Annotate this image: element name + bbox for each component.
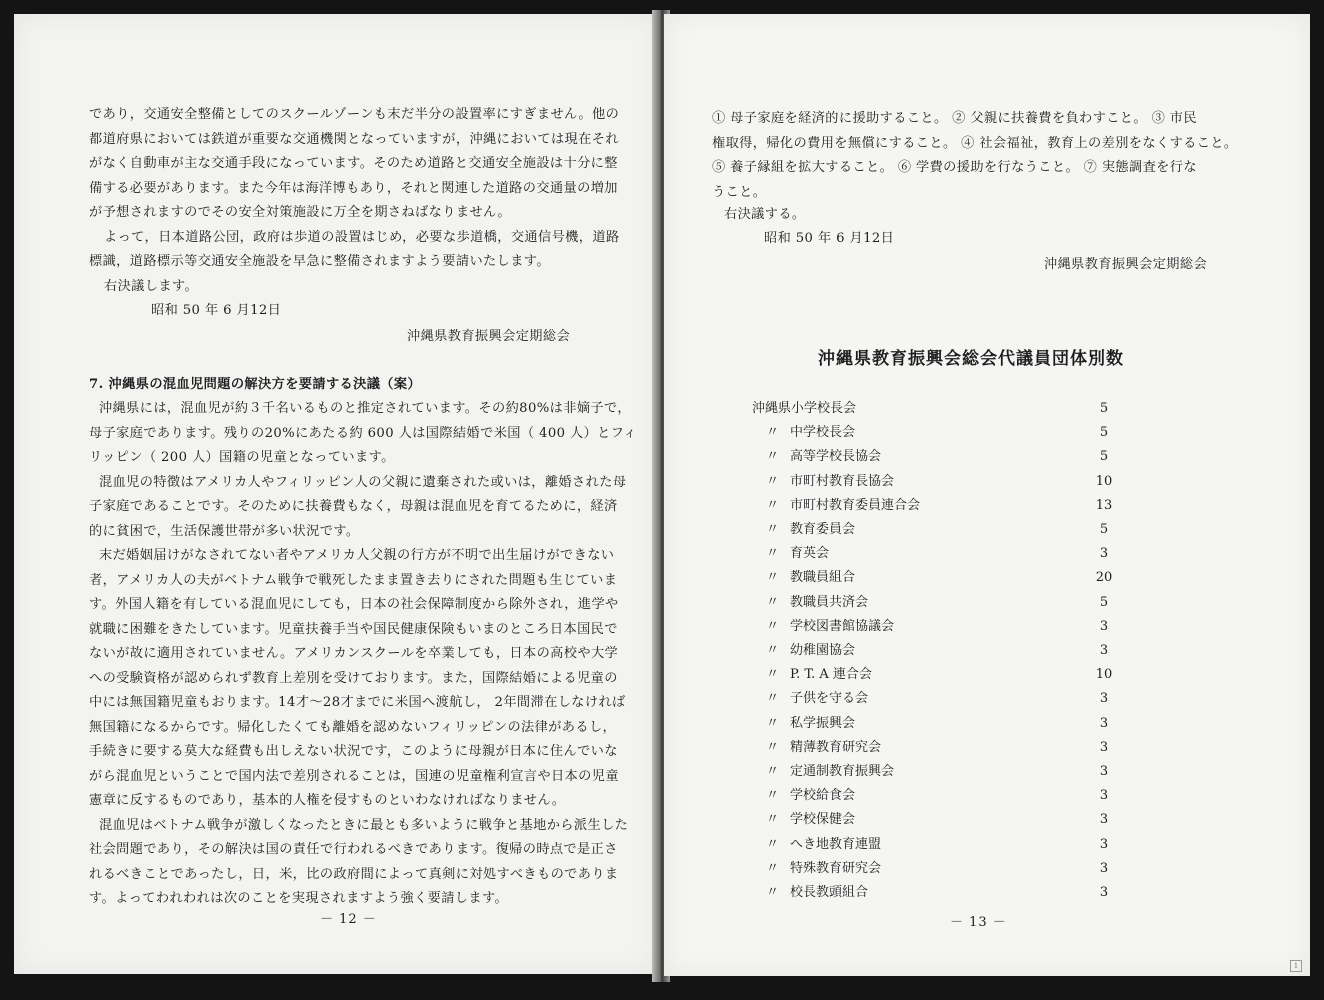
org-name: 私学振興会 [790, 715, 856, 731]
intro-line: 都道府県においては鉄道が重要な交通機関となっていますが，沖縄においては現在それ [89, 131, 619, 147]
left-page-number: － 12 － [320, 912, 377, 927]
table-row [664, 884, 1310, 908]
table-title: 沖縄県教育振興会総会代議員団体別数 [818, 349, 1124, 369]
org-name: 市町村教育委員連合会 [790, 497, 921, 513]
table-row [664, 497, 1310, 521]
table-row [664, 400, 1310, 424]
delegate-count: 5 [1099, 522, 1109, 537]
ditto-mark: 〃 [766, 812, 780, 828]
ditto-mark: 〃 [766, 715, 780, 731]
org-name: 中学校長会 [790, 425, 856, 441]
table-row [664, 569, 1310, 593]
org-name: 教職員共済会 [790, 594, 869, 610]
table-row [664, 448, 1310, 472]
delegate-count: 3 [1099, 618, 1109, 634]
intro-line: 標識，道路標示等交通安全施設を早急に整備されますよう要請いたします。 [89, 254, 550, 269]
demand-line: 権取得，帰化の費用を無償にすること。 ④ 社会福祉，教育上の差別をなくすること。 [712, 135, 1238, 151]
left-date: 昭和 50 年 6 月12日 [151, 303, 282, 318]
table-row [664, 690, 1310, 714]
delegate-count: 3 [1099, 546, 1109, 562]
demand-line: うこと。 [712, 184, 767, 200]
table-row [664, 618, 1310, 642]
delegate-count: 3 [1099, 885, 1109, 900]
delegate-count: 3 [1099, 764, 1109, 779]
org-name: 教育委員会 [790, 522, 856, 537]
ditto-mark: 〃 [766, 860, 780, 876]
table-row [664, 473, 1310, 497]
body-line: 者，アメリカ人の夫がベトナム戦争で戦死したまま置き去りにされた問題も生じていま [89, 572, 618, 588]
body-line: す。よってわれわれは次のことを実現されますよう強く要請します。 [89, 891, 509, 906]
corner-stamp-icon: 1 [1290, 960, 1302, 972]
body-line: がら混血児ということで国内法で差別されることは，国連の児童権利宣言や日本の児童 [89, 768, 619, 784]
org-name: P. T. A 連合会 [790, 667, 872, 683]
right-resolve: 右決議する。 [724, 207, 806, 222]
body-line: 的に貧困で，生活保護世帯が多い状況です。 [89, 523, 360, 539]
body-line: 沖縄県には，混血児が約３千名いるものと推定されています。その約80%は非嫡子で， [99, 401, 631, 416]
org-name: 定通制教育振興会 [790, 764, 895, 779]
resolution-heading: 7. 沖縄県の混血児問題の解決方を要請する決議（案） [89, 377, 422, 392]
table-row [664, 666, 1310, 690]
org-name: 子供を守る会 [790, 691, 869, 707]
org-name: 幼稚園協会 [790, 643, 856, 658]
body-line: 混血児の特徴はアメリカ人やフィリッピン人の父親に遺棄された或いは，離婚された母 [99, 474, 627, 490]
intro-line: 右決議します。 [104, 278, 199, 294]
org-name: 学校給食会 [790, 788, 856, 804]
demand-line: ⑤ 養子縁組を拡大すること。 ⑥ 学費の援助を行なうこと。 ⑦ 実態調査を行な [712, 160, 1197, 175]
ditto-mark: 〃 [766, 885, 780, 900]
org-name: 沖縄県小学校長会 [752, 401, 857, 416]
ditto-mark: 〃 [766, 618, 780, 634]
ditto-mark: 〃 [766, 594, 780, 610]
right-page [664, 14, 1310, 976]
left-page [14, 14, 658, 974]
ditto-mark: 〃 [766, 739, 780, 755]
ditto-mark: 〃 [766, 497, 780, 513]
delegate-count: 5 [1099, 401, 1109, 416]
table-row [664, 521, 1310, 545]
body-line: 混血児はベトナム戦争が激しくなったときに最とも多いように戦争と基地から派生した [99, 817, 629, 833]
table-row [664, 787, 1310, 811]
delegate-count: 5 [1099, 594, 1109, 610]
intro-line: がなく自動車が主な交通手段になっています。そのため道路と交通安全施設は十分に整 [89, 156, 618, 171]
body-line: 憲章に反するものであり，基本的人権を侵すものといわなければなりません。 [89, 793, 566, 808]
org-name: 校長教頭組合 [790, 885, 869, 900]
ditto-mark: 〃 [766, 764, 780, 779]
table-row [664, 715, 1310, 739]
org-name: 育英会 [790, 546, 830, 562]
left-signature: 沖縄県教育振興会定期総会 [407, 329, 571, 344]
org-name: 学校図書館協議会 [790, 618, 895, 634]
delegate-count: 3 [1099, 739, 1109, 755]
ditto-mark: 〃 [766, 522, 780, 537]
table-row [664, 763, 1310, 787]
org-name: 教職員組合 [790, 570, 856, 586]
body-line: への受験資格が認められず教育上差別を受けております。また，国際結婚による児童の [89, 670, 618, 686]
org-name: 精薄教育研究会 [790, 739, 882, 755]
intro-line: であり，交通安全整備としてのスクールゾーンも末だ半分の設置率にすぎません。他の [89, 107, 620, 122]
org-name: 市町村教育長協会 [790, 473, 895, 489]
delegate-count: 3 [1099, 812, 1109, 828]
ditto-mark: 〃 [766, 570, 780, 586]
delegate-count: 3 [1099, 860, 1109, 876]
body-line: ないが故に適用されていません。アメリカンスクールを卒業しても，日本の高校や大学 [89, 646, 619, 661]
body-line: 中には無国籍児童もおります。14才～28才までに米国へ渡航し， 2年間滞在しなければ [89, 695, 626, 710]
body-line: 手続きに要する莫大な経費も出しえない状況です，このように母親が日本に住んでいな [89, 744, 618, 759]
table-row [664, 594, 1310, 618]
org-name: 学校保健会 [790, 812, 856, 828]
table-row [664, 424, 1310, 448]
table-row [664, 642, 1310, 666]
ditto-mark: 〃 [766, 643, 780, 658]
delegate-count: 3 [1099, 691, 1109, 707]
ditto-mark: 〃 [766, 473, 780, 489]
org-name: 高等学校長協会 [790, 449, 882, 465]
ditto-mark: 〃 [766, 449, 780, 465]
ditto-mark: 〃 [766, 667, 780, 683]
table-row [664, 811, 1310, 835]
body-line: 末だ婚姻届けがなされてない者やアメリカ人父親の行方が不明で出生届けができない [99, 548, 615, 563]
ditto-mark: 〃 [766, 836, 780, 852]
intro-line: 備する必要があります。また今年は海洋博もあり，それと関連した道路の交通量の増加 [89, 180, 618, 196]
body-line: す。外国人籍を有している混血児にしても，日本の社会保障制度から除外され，進学や [89, 597, 619, 612]
delegate-count: 13 [1095, 497, 1113, 513]
table-row [664, 836, 1310, 860]
body-line: リッピン（ 200 人）国籍の児童となっています。 [89, 450, 395, 465]
delegate-count: 10 [1095, 667, 1113, 683]
delegate-count: 3 [1099, 836, 1109, 852]
body-line: 子家庭であることです。そのために扶養費もなく，母親は混血児を育てるために，経済 [89, 499, 618, 514]
body-line: れるべきことであったし，日，米，比の政府間によって真剣に対処すべきものでありま [89, 866, 619, 882]
org-name: へき地教育連盟 [790, 836, 882, 852]
demand-line: ① 母子家庭を経済的に援助すること。 ② 父親に扶養費を負わすこと。 ③ 市民 [712, 111, 1197, 126]
right-page-number: － 13 － [950, 915, 1007, 930]
delegate-count: 3 [1099, 788, 1109, 804]
intro-line: が予想されますのでその安全対策施設に万全を期さねばなりません。 [89, 205, 512, 220]
table-row [664, 860, 1310, 884]
delegate-count: 3 [1099, 643, 1109, 658]
org-name: 特殊教育研究会 [790, 860, 882, 876]
body-line: 母子家庭であります。残りの20%にあたる約 600 人は国際結婚で米国（ 400 人）とフィ [89, 425, 637, 441]
delegate-count: 10 [1095, 473, 1113, 489]
body-line: 無国籍になるからです。帰化したくても離婚を認めないフィリッピンの法律があるし， [89, 719, 617, 735]
delegate-count: 5 [1099, 449, 1109, 465]
body-line: 就職に困難をきたしています。児童扶養手当や国民健康保険もいまのところ日本国民で [89, 621, 618, 637]
table-row [664, 545, 1310, 569]
intro-line: よって，日本道路公団，政府は歩道の設置はじめ，必要な歩道橋，交通信号機，道路 [104, 229, 620, 245]
ditto-mark: 〃 [766, 425, 780, 441]
right-signature: 沖縄県教育振興会定期総会 [1044, 257, 1208, 272]
delegate-count: 5 [1099, 425, 1109, 441]
delegate-count: 3 [1099, 715, 1109, 731]
ditto-mark: 〃 [766, 691, 780, 707]
ditto-mark: 〃 [766, 788, 780, 804]
table-row [664, 739, 1310, 763]
body-line: 社会問題であり，その解決は国の責任で行われるべきであります。復帰の時点で是正さ [89, 842, 618, 857]
right-date: 昭和 50 年 6 月12日 [764, 231, 895, 246]
delegate-count: 20 [1095, 570, 1113, 586]
ditto-mark: 〃 [766, 546, 780, 562]
